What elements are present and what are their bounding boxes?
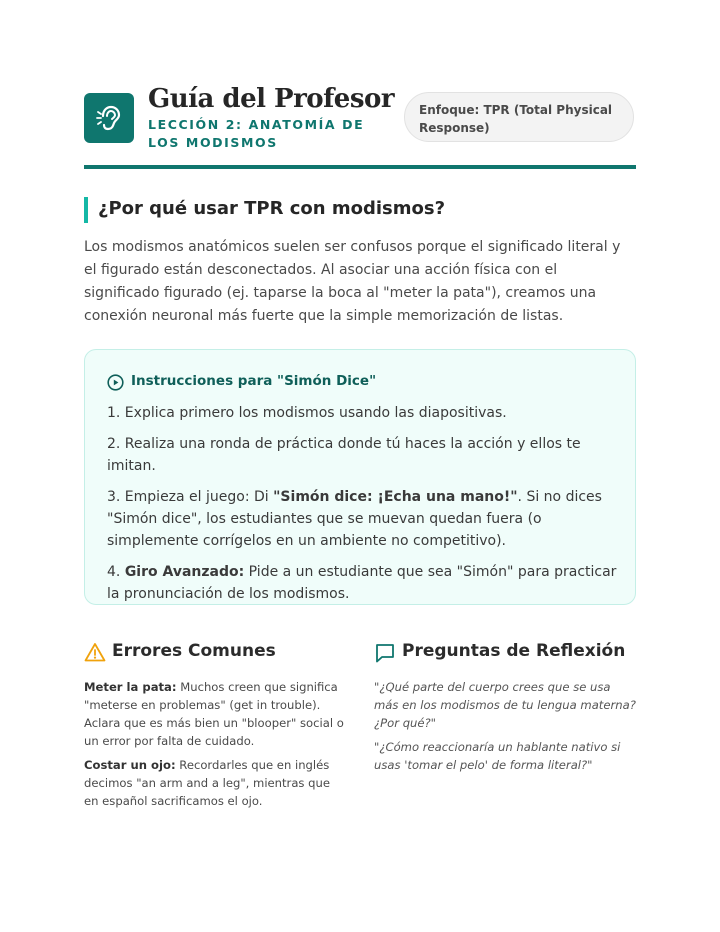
step-text: . Si no dices "Simón dice", los estudiantes que se muevan quedan fuera (o simplemente corrígelos en un ambiente no competitivo). [107,489,602,549]
header-divider [84,165,636,169]
step-emphasis: Giro Avanzado: [124,564,245,580]
why-section-title: ¿Por qué usar TPR con modismos? [98,198,446,219]
step-text: 2. Realiza una ronda de práctica donde tú haces la acción y ellos te imitan. [107,436,581,474]
page-title: Guía del Profesor [148,84,395,114]
why-section-heading [84,197,636,223]
error-text: Muchos creen que significa "meterse en problemas" (get in trouble). Aclara que es más bien un "blooper" social o un error por falta de cuidado. [84,680,344,748]
chat-bubble-icon [374,642,396,668]
step-text: 3. Empieza el juego: Di [107,489,274,505]
list-item [107,433,617,477]
reflection-question: "¿Qué parte del cuerpo crees que se usa más en los modismos de tu lengua materna? ¿Por qué?" [374,680,636,730]
ear-icon [84,93,134,143]
list-item [107,402,617,424]
step-text: 4. [107,564,125,580]
focus-badge: Enfoque: TPR (Total Physical Response) [404,92,634,142]
reflection-body [374,678,636,774]
reflection-question: "¿Cómo reaccionaría un hablante nativo si usas 'tomar el pelo' de forma literal?" [374,740,621,772]
reflection-column [374,640,636,780]
why-section-body: Los modismos anatómicos suelen ser confusos porque el significado literal y el figurado están desconectados. Al asociar una acción física con el significado figurado (ej. taparse la boca al "meter la pata"), creamos una conexión neuronal más fuerte que la simple memorización de listas. [84,239,621,324]
error-item [84,756,346,810]
list-item [107,561,617,605]
errors-body [84,678,346,810]
list-item [107,486,617,552]
instructions-title: Instrucciones para "Simón Dice" [131,373,377,389]
error-item [84,678,346,750]
error-term: Costar un ojo: [84,758,176,772]
step-text: Pide a un estudiante que sea "Simón" para practicar la pronunciación de los modismos. [107,564,617,602]
warning-icon [84,642,106,666]
reflection-title: Preguntas de Reflexión [402,641,626,661]
instructions-list [107,402,617,614]
instructions-card [84,349,636,605]
step-text: 1. Explica primero los modismos usando las diapositivas. [107,405,507,421]
error-term: Meter la pata: [84,680,177,694]
errors-header [84,640,346,666]
lesson-subtitle: LECCIÓN 2: ANATOMÍA DE LOS MODISMOS [148,117,365,150]
play-circle-icon [107,374,124,395]
errors-column [84,640,346,816]
error-text: Recordarles que en inglés decimos "an arm and a leg", mientras que en español sacrificamos el ojo. [84,758,330,808]
reflection-header [374,640,636,666]
errors-title: Errores Comunes [112,641,276,661]
section-accent-bar [84,197,88,223]
page-header [84,84,636,168]
step-emphasis: "Simón dice: ¡Echa una mano!" [273,489,518,505]
